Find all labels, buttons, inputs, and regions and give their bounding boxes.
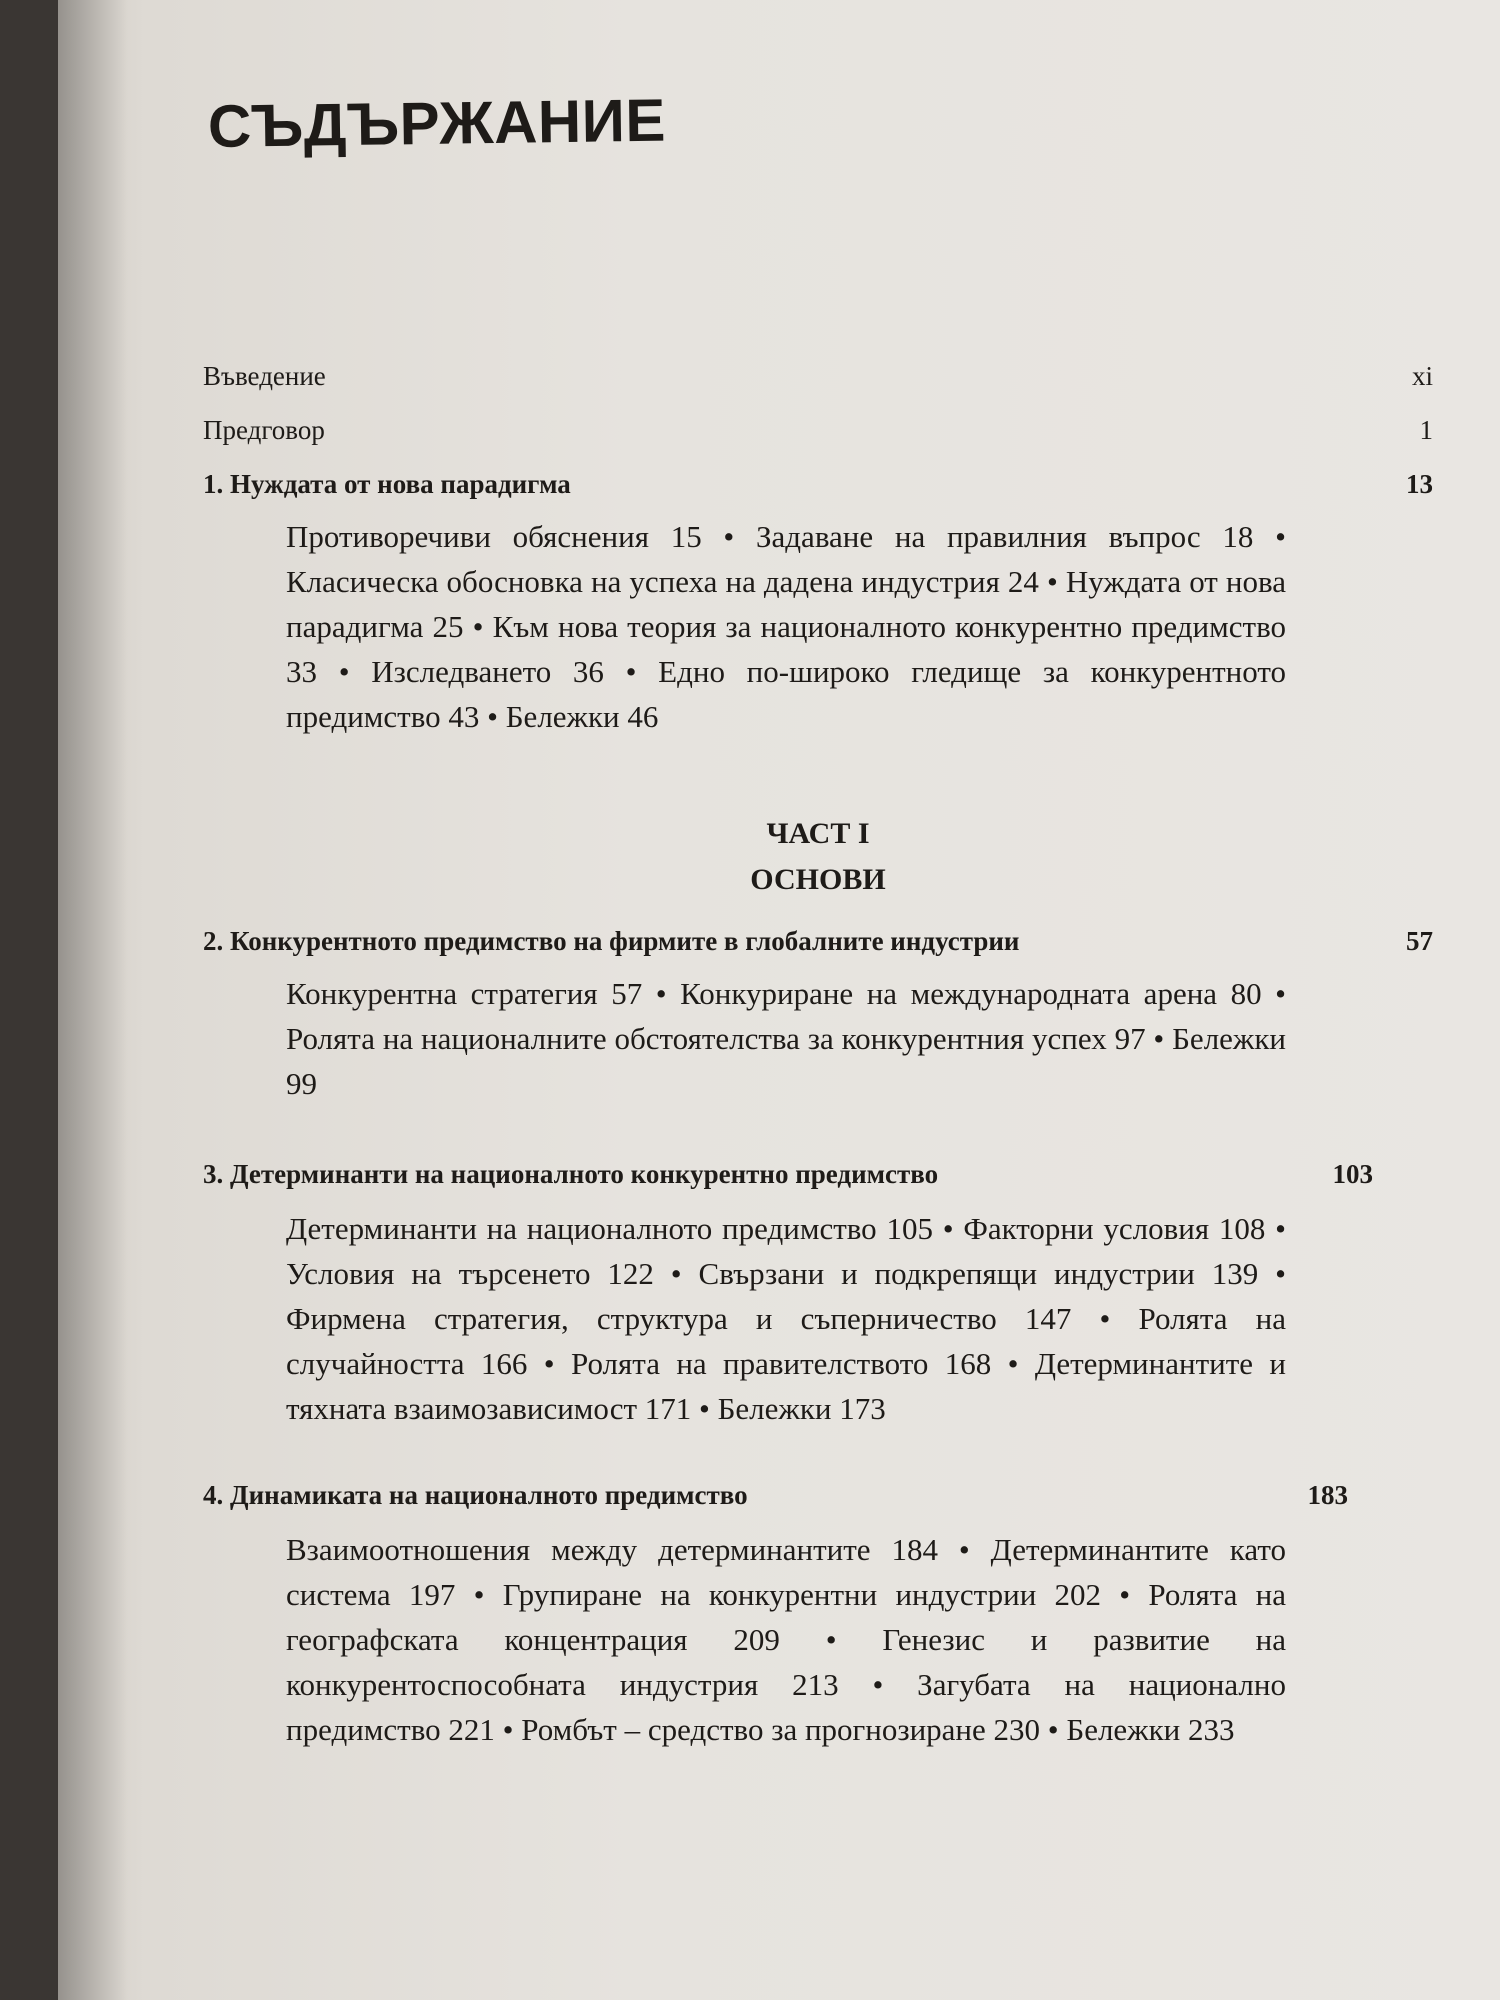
spine-shadow bbox=[58, 0, 128, 2000]
chapter-title: 2. Конкурентното предимство на фирмите в глобалните индустрии bbox=[203, 926, 1020, 956]
chapter-title: 4. Динамиката на националното предимство bbox=[203, 1480, 748, 1510]
chapter-page: 13 bbox=[1406, 469, 1433, 499]
toc-entry-chapter-3 bbox=[203, 1156, 1433, 1192]
toc-entry-chapter-2 bbox=[203, 923, 1433, 959]
part-label: ЧАСТ I bbox=[766, 817, 870, 850]
chapter-2-sections: Конкурентна стратегия 57 • Конкуриране на международната арена 80 • Ролята на националните обстоятелства за конкурентния успех 97 • Бележки 99 bbox=[286, 976, 1286, 1101]
chapter-title: 3. Детерминанти на националното конкурентно предимство bbox=[203, 1159, 939, 1189]
chapter-4-sections: Взаимоотношения между детерминантите 184 • Детерминантите като система 197 • Групиране на конкурентни индустрии 202 • Ролята на географската концентрация 209 • Генезис и развитие на конкурентоспособната индустрия 213 • Загубата на национално предимство 221 • Ромбът – средство за прогнозиране 230 • Бележки 233 bbox=[286, 1532, 1286, 1747]
book-page bbox=[58, 0, 1500, 2000]
entry-page: 1 bbox=[1419, 415, 1433, 445]
part-name: ОСНОВИ bbox=[750, 863, 886, 896]
table-of-contents bbox=[203, 358, 1433, 1752]
chapter-3-sections: Детерминанти на националното предимство 105 • Факторни условия 108 • Условия на търсенето 122 • Свързани и подкрепящи индустрии 139 • Фирмена стратегия, структура и съперничество 147 • Ролята на случайността 166 • Ролята на правителството 168 • Детерминантите и тяхната взаимозависимост 171 • Бележки 173 bbox=[286, 1211, 1286, 1426]
entry-label: Предговор bbox=[203, 415, 325, 445]
chapter-page: 57 bbox=[1406, 926, 1433, 956]
chapter-title: 1. Нуждата от нова парадигма bbox=[203, 469, 571, 499]
toc-entry-chapter-4 bbox=[203, 1477, 1433, 1513]
toc-entry-preface bbox=[203, 412, 1433, 448]
chapter-1-sections: Противоречиви обяснения 15 • Задаване на правилния въпрос 18 • Класическа обосновка на успеха на дадена индустрия 24 • Нуждата от нова парадигма 25 • Към нова теория за националното конкурентно предимство 33 • Изследването 36 • Едно по-широко гледище за конкурентното предимство 43 • Бележки 46 bbox=[286, 519, 1286, 734]
entry-page: xi bbox=[1411, 361, 1433, 391]
chapter-page: 103 bbox=[1332, 1159, 1373, 1189]
chapter-page: 183 bbox=[1307, 1480, 1348, 1510]
entry-label: Въведение bbox=[203, 361, 326, 391]
toc-entry-introduction bbox=[203, 358, 1433, 394]
toc-entry-chapter-1 bbox=[203, 466, 1433, 502]
toc-title: СЪДЪРЖАНИЕ bbox=[207, 86, 667, 160]
